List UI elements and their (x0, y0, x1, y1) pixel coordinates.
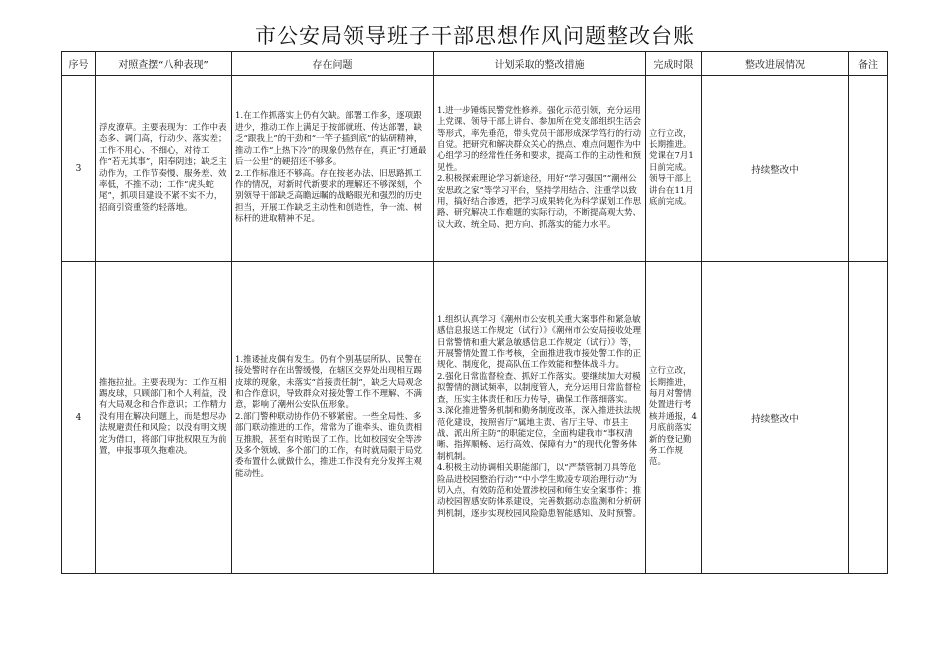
performance-cell (96, 262, 232, 574)
header-seq: 序号 (62, 52, 96, 76)
table-header-row (62, 52, 888, 76)
measures-cell (434, 76, 646, 262)
remark-cell (849, 76, 888, 262)
progress-cell: 持续整改中 (702, 76, 849, 262)
deadline-cell (646, 262, 702, 574)
header-measures: 计划采取的整改措施 (434, 52, 646, 76)
performance-cell (96, 76, 232, 262)
header-progress: 整改进展情况 (702, 52, 849, 76)
progress-cell: 持续整改中 (702, 262, 849, 574)
rectification-ledger-table (61, 51, 888, 574)
problem-cell (232, 76, 434, 262)
deadline-text: 立行立改，长期推进。党课在7月1日前完成。领导干部上讲台在11月底前完成。 (649, 128, 694, 208)
measures-cell (434, 262, 646, 574)
header-remark: 备注 (849, 52, 888, 76)
remark-cell (849, 262, 888, 574)
performance-text: 浮皮潦草。主要表现为：工作中表态多、调门高，行动少、落实差；工作不用心、不细心，对待工作“若无其事”，阳奉阴违；缺乏主动作为，工作节奏慢、服务差、效率低，不推不动；工作“虎头蛇尾”，抓项目建设不紧不实不力，招商引资重签约轻落地。 (99, 122, 227, 213)
table-row (62, 76, 888, 262)
problem-text: 1.在工作抓落实上仍有欠缺。部署工作多，逐项跟进少，推动工作上满足于按部就班、传达部署，缺乏“跟我上”的干劲和“一竿子插到底”的钻研精神，推动工作“上热下冷”的现象仍然存在，真正“打通最后一公里”的硬招还不够多。 2.工作标准还不够高。存在按老办法、旧思路抓工作的情况，对新时代新要求的理解还不够深刻，个别领导干部缺乏高瞻远瞩的战略眼光和强烈的历史担当，开展工作缺乏主动性和创造性，争一流、树标杆的进取精神不足。 (235, 111, 427, 225)
measures-text: 1.进一步锤炼民警党性修养。强化示范引领，充分运用上党课、领导干部上讲台、参加所在党支部组织生活会等形式，率先垂范，带头党员干部形成深学笃行的行动自觉。把研究和解决群众关心的热点、难点问题作为中心组学习的经常性任务和要求，提高工作的主动性和预见性。 2.积极探索理论学习新途径，用好“学习强国”“潮州公安思政之家”等学习平台，坚持学用结合、注重学以致用，搞好结合渗透，把学习成果转化为科学谋划工作思路、研究解决工作难题的实际行动，不断提高观大势、议大政、统全局、把方向、抓落实的能力水平。 (437, 105, 642, 230)
performance-text: 推拖拉扯。主要表现为：工作互相踢皮球，只顾部门和个人利益，没有大局观念和合作意识；工作精力没有用在解决问题上，而是想尽办法规避责任和风险；以没有明文规定为借口，将部门审批权限互为前置，申报事项久拖难决。 (99, 377, 227, 457)
seq-cell: 3 (62, 76, 96, 262)
table-row (62, 262, 888, 574)
measures-text: 1.组织认真学习《潮州市公安机关重大案事件和紧急敏感信息报送工作规定（试行）》《潮州市公安局接收处理日常警情和重大紧急敏感信息工作规定（试行）》等，开展警情处置工作考核，全面推进我市接处警工作的正规化、制度化，提高队伍工作效能和整体战斗力。 2.强化日常监督检查、抓好工作落实。要继续加大对模拟警情的测试频率，以制度管人，充分运用日常监督检查，压实主体责任和压力传导，确保工作落细落实。 3.深化推进警务机制和勤务制度改革，深入推进扶法规范化建设，按照省厅“属地主责、省厅主导、市县主战、派出所主防”的职能定位，全面构建我市“事权清晰、指挥顺畅、运行高效、保障有力”的现代化警务体制机制。 4.积极主动协调相关职能部门，以“严禁管制刀具等危险品进校园整治行动”“中小学生欺凌专项治理行动”为切入点，有效防范和处置涉校园和师生安全案事件；推动校园智感安防体系建设，完善数据动态监测和分析研判机制，逐步实现校园风险隐患智能感知、及时预警。 (437, 314, 642, 519)
header-deadline: 完成时限 (646, 52, 702, 76)
page-title: 市公安局领导班子干部思想作风问题整改台账 (255, 24, 695, 48)
problem-cell (232, 262, 434, 574)
header-problem: 存在问题 (232, 52, 434, 76)
deadline-text: 立行立改，长期推进，每月对警情处置进行考核并通报，4月底前落实新的登记勤务工作规范。 (649, 366, 697, 468)
problem-text: 1.推诿扯皮偶有发生。仍有个别基层所队、民警在接处警时存在出警缓慢，在辖区交界处出现相互踢皮球的现象，未落实“首接责任制”，缺乏大局观念和合作意识，导致群众对接处警工作不理解、不满意，影响了潮州公安队伍形象。 2.部门警种联动协作仍不够紧密。一些全局性、多部门联动推进的工作，常常为了谁牵头、谁负责相互推脱，甚至有时贻误了工作。比如校园安全等涉及多个领域、多个部门的工作，有时就局限于局党委布置什么就做什么，推进工作没有充分发挥主观能动性。 (235, 354, 423, 479)
header-performance: 对照查摆“八种表现” (96, 52, 232, 76)
deadline-cell (646, 76, 702, 262)
seq-cell: 4 (62, 262, 96, 574)
